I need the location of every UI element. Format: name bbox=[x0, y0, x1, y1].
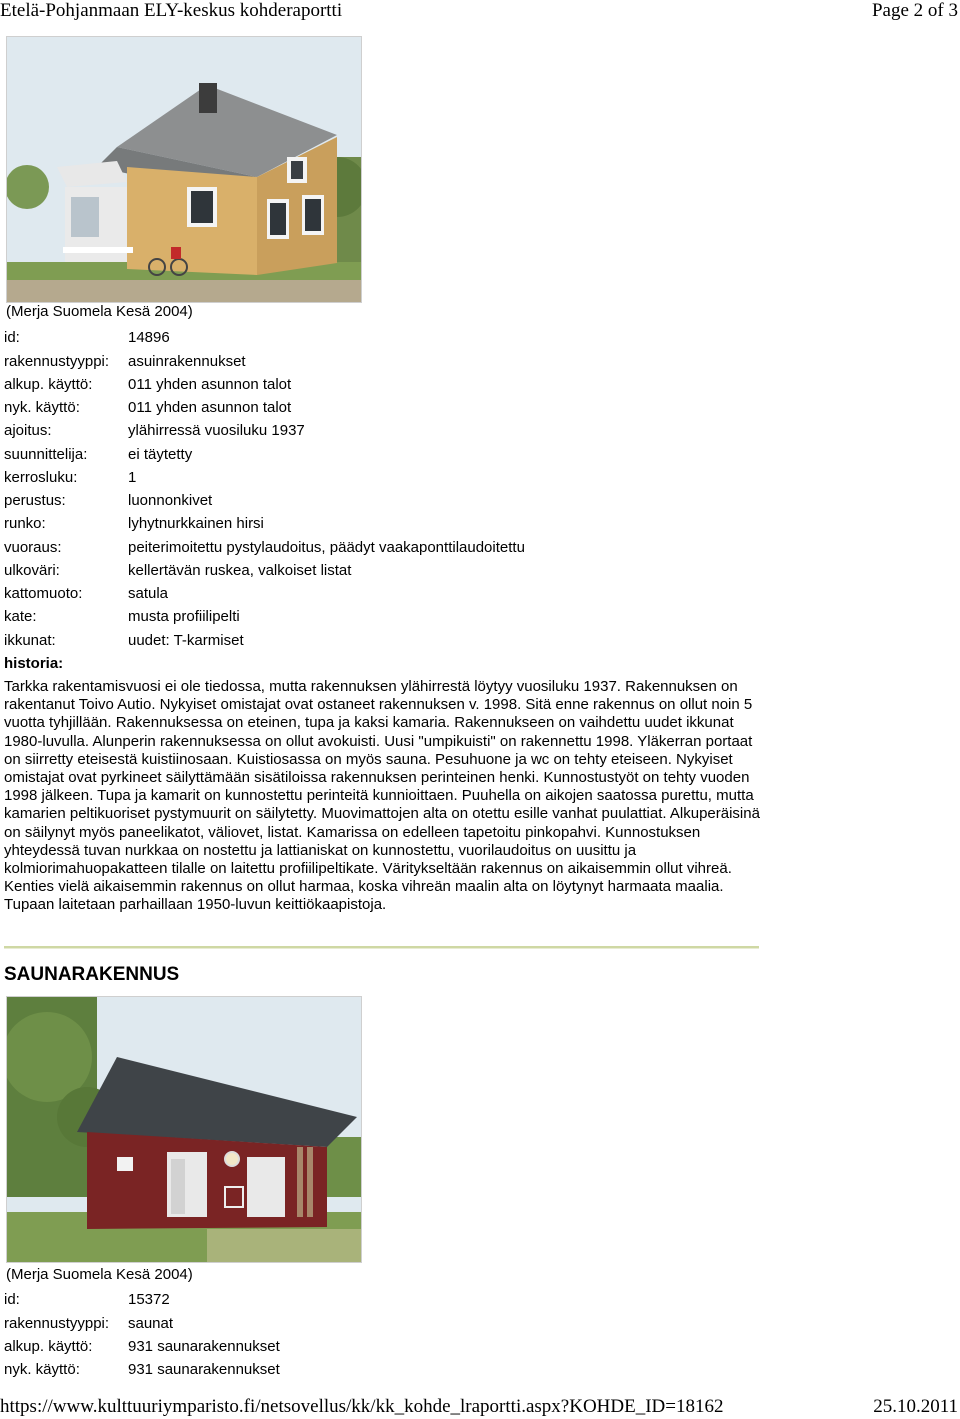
field-label-kate: kate: bbox=[4, 608, 37, 625]
history-label: historia: bbox=[4, 655, 64, 672]
page-number: Page 2 of 3 bbox=[871, 0, 958, 21]
section-divider bbox=[4, 946, 759, 949]
photo-caption: (Merja Suomela Kesä 2004) bbox=[6, 303, 193, 320]
field-value-ikkunat: uudet: T-karmiset bbox=[128, 632, 244, 649]
field-value-suunnittelija: ei täytetty bbox=[128, 446, 193, 463]
history-text: Tarkka rakentamisvuosi ei ole tiedossa, mutta rakennuksen ylähirrestä löytyy vuosiluku 1937. Rakennuksen on rakentanut Toivo Autio. Nykyiset omistajat ovat ostaneet rakennuksen v. 1998. Sitä enne rakennus on ollut noin 5 vuotta tyhjillään. Rakennuksessa on eteinen, tupa ja kaksi kamaria. Rakennukseen on vaihdettu uudet ikkunat 1980-luvulla. Alunperin rakennuksessa on ollut avokuisti. Uusi "umpikuisti" on rakennettu 1998. Yläkerran portaat on siirretty eteisestä kuistiinosaan. Kuistiosassa on myös sauna. Pesuhuone ja wc on tehty eteiseen. Nykyiset omistajat ovat pyrkineet säilyttämään sisätiloissa rakennuksen perinteinen henki. Kunnostustyöt on tehty vuoden 1998 jälkeen. Tupa ja kamarit on kunnostettu perinteitä kunnioittaen. Puuhella on aikojen saatossa purettu, mutta kamarien peltikuoriset pystymuurit on säilytetty. Muovimattojen alta on otettu esille vanhat puulattiat. Alkuperäisinä on säilynyt myös paneelikatot, väliovet, listat. Kamarissa on edelleen tapetoitu pinkopahvi. Kunnostuksen yhteydessä tuvan nurkkaa on nostettu ja lattianiskat on kunnostettu, vuorilaudoitus on uusittu ja kolmiorimahuopakatteen tilalle on laitettu profiilipeltikate. Väritykseltään rakennus on aikaisemmin ollut vihreä. Kenties vielä aikaisemmin rakennus on ollut harmaa, koska vihreän maalin alta on löytynyt harmaata maalia. Tupaan laitetaan parhaillaan 1950-luvun keittiökaapistoja. bbox=[4, 678, 760, 914]
field-value-ajoitus: ylähirressä vuosiluku 1937 bbox=[128, 422, 305, 439]
field-label-nyk-kaytto: nyk. käyttö: bbox=[4, 399, 80, 416]
field-label-runko: runko: bbox=[4, 515, 46, 532]
field-value-vuoraus: peiterimoitettu pystylaudoitus, päädyt vaakaponttilaudoitettu bbox=[128, 539, 525, 556]
field-value-id: 15372 bbox=[128, 1291, 170, 1308]
sauna-photo bbox=[6, 996, 362, 1263]
field-label-ikkunat: ikkunat: bbox=[4, 632, 56, 649]
page-url: https://www.kulttuuriymparisto.fi/netsovellus/kk/kk_kohde_lraportti.aspx?KOHDE_ID=18162 bbox=[0, 1396, 724, 1417]
house-photo bbox=[6, 36, 362, 303]
section-title: SAUNARAKENNUS bbox=[4, 964, 180, 985]
field-label-rakennustyyppi: rakennustyyppi: bbox=[4, 353, 110, 370]
photo-caption-2: (Merja Suomela Kesä 2004) bbox=[6, 1266, 193, 1283]
field-label-nyk-kaytto: nyk. käyttö: bbox=[4, 1361, 80, 1378]
field-label-id: id: bbox=[4, 329, 20, 346]
field-label-suunnittelija: suunnittelija: bbox=[4, 446, 88, 463]
field-value-ulkovari: kellertävän ruskea, valkoiset listat bbox=[128, 562, 352, 579]
field-label-ulkovari: ulkoväri: bbox=[4, 562, 60, 579]
field-label-vuoraus: vuoraus: bbox=[4, 539, 62, 556]
field-value-kerrosluku: 1 bbox=[128, 469, 137, 486]
field-value-kattomuoto: satula bbox=[128, 585, 169, 602]
field-value-kate: musta profiilipelti bbox=[128, 608, 240, 625]
field-value-runko: lyhytnurkkainen hirsi bbox=[128, 515, 264, 532]
field-label-alkup-kaytto: alkup. käyttö: bbox=[4, 1338, 93, 1355]
field-value-rakennustyyppi: asuinrakennukset bbox=[128, 353, 246, 370]
field-value-alkup-kaytto: 931 saunarakennukset bbox=[128, 1338, 280, 1355]
field-label-kerrosluku: kerrosluku: bbox=[4, 469, 78, 486]
field-value-rakennustyyppi: saunat bbox=[128, 1315, 174, 1332]
field-label-rakennustyyppi: rakennustyyppi: bbox=[4, 1315, 110, 1332]
field-value-perustus: luonnonkivet bbox=[128, 492, 213, 509]
field-label-perustus: perustus: bbox=[4, 492, 66, 509]
field-value-nyk-kaytto: 011 yhden asunnon talot bbox=[128, 399, 292, 416]
print-header bbox=[0, 0, 960, 22]
field-value-alkup-kaytto: 011 yhden asunnon talot bbox=[128, 376, 292, 393]
field-label-alkup-kaytto: alkup. käyttö: bbox=[4, 376, 93, 393]
report-title: Etelä-Pohjanmaan ELY-keskus kohderaportti bbox=[0, 0, 343, 21]
field-value-nyk-kaytto: 931 saunarakennukset bbox=[128, 1361, 280, 1378]
print-footer bbox=[0, 1396, 960, 1418]
print-date: 25.10.2011 bbox=[873, 1396, 958, 1417]
field-label-ajoitus: ajoitus: bbox=[4, 422, 52, 439]
field-value-id: 14896 bbox=[128, 329, 170, 346]
field-label-kattomuoto: kattomuoto: bbox=[4, 585, 83, 602]
field-label-id: id: bbox=[4, 1291, 20, 1308]
